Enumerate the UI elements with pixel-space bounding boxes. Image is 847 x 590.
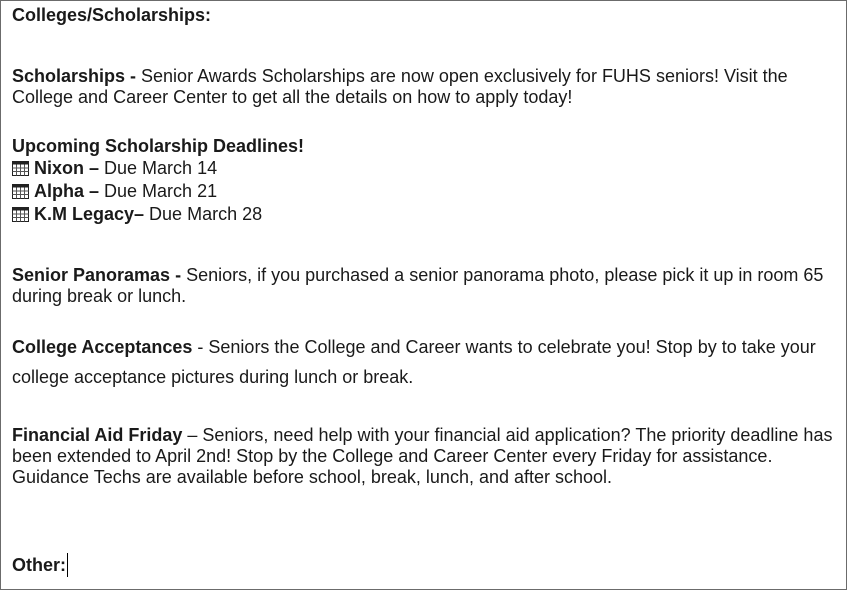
scholarships-title: Scholarships - [12,66,137,86]
panoramas-paragraph [12,265,837,307]
calendar-icon [12,161,29,176]
calendar-icon [12,184,29,199]
other-line[interactable] [12,553,837,577]
scholarships-paragraph [12,66,837,108]
other-label: Other: [12,555,66,575]
deadline-due: Due March 14 [104,158,218,178]
deadline-name: Alpha [34,181,85,201]
acceptances-text: - Seniors the College and Career wants to celebrate you! Stop by to take your college acceptance pictures during lunch or break. [12,337,816,387]
deadline-due: Due March 28 [149,204,263,224]
deadline-name: Nixon [34,158,85,178]
financial-aid-paragraph [12,425,837,488]
deadline-item-alpha: Alpha – Due March 21 [12,181,837,202]
scholarships-text: Senior Awards Scholarships are now open exclusively for FUHS seniors! Visit the College and Career Center to get all the details on how to apply today! [12,66,788,107]
text-cursor [67,553,68,577]
deadline-due: Due March 21 [104,181,218,201]
deadline-name: K.M Legacy [34,204,135,224]
financial-aid-title: Financial Aid Friday [12,425,183,445]
acceptances-title: College Acceptances [12,337,193,357]
deadline-item-km-legacy: K.M Legacy– Due March 28 [12,204,837,225]
acceptances-paragraph [12,332,837,392]
calendar-icon [12,207,29,222]
panoramas-text: Seniors, if you purchased a senior panorama photo, please pick it up in room 65 during break or lunch. [12,265,824,306]
heading-colleges-scholarships: Colleges/Scholarships: [12,5,212,25]
financial-aid-text: – Seniors, need help with your financial aid application? The priority deadline has been extended to April 2nd! Stop by the College and Career Center every Friday for assistance. Guidance Techs are available before school, break, lunch, and after school. [12,425,833,487]
deadline-item-nixon: Nixon – Due March 14 [12,158,837,179]
panoramas-title: Senior Panoramas - [12,265,182,285]
deadlines-heading: Upcoming Scholarship Deadlines! [12,136,305,156]
